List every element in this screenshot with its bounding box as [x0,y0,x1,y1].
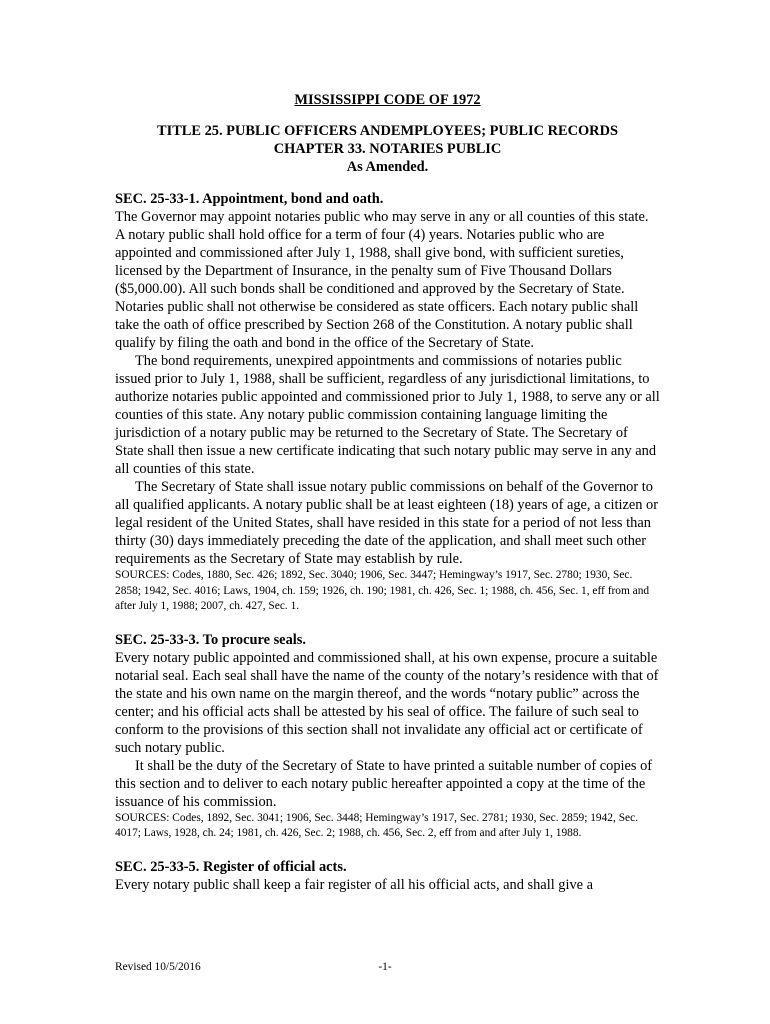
section-paragraph: The Governor may appoint notaries public who may serve in any or all counties of this state. A notary public shall hold office for a term of four (4) years. Notaries public who are appointed and commissioned after July 1, 1988, shall give bond, with sufficient sureties, licensed by the Department of Insurance, in the penalty sum of Five Thousand Dollars ($5,000.00). All such bonds shall be conditioned and approved by the Secretary of State. Notaries public shall not otherwise be considered as state officers. Each notary public shall take the oath of office prescribed by Section 268 of the Constitution. A notary public shall qualify by filing the oath and bond in the office of the Secretary of State. [115,209,649,351]
section-25-33-3 [115,631,660,842]
section-paragraph: It shall be the duty of the Secretary of State to have printed a suitable number of copies of this section and to deliver to each notary public hereafter appointed a copy at the time of the issuance of his commission. [115,757,653,810]
revised-date: Revised 10/5/2016 [115,961,201,973]
document-title: MISSISSIPPI CODE OF 1972 [294,92,481,108]
document-body [115,91,660,894]
section-25-33-5 [115,858,660,894]
amended-heading-line: As Amended. [346,159,429,175]
section-paragraph: Every notary public appointed and commissioned shall, at his own expense, procure a suitable notarial seal. Each seal shall have the name of the county of the notary’s residence with that of the state and his own name on the margin thereof, and the words “notary public” across the center; and his official acts shall be attested by his seal of office. The failure of such seal to conform to the provisions of this section shall not invalidate any official act or certificate of such notary public. [115,649,659,756]
section-paragraph: The bond requirements, unexpired appointments and commissions of notaries public issued prior to July 1, 1988, shall be sufficient, regardless of any jurisdictional limitations, to authorize notaries public appointed and commissioned prior to July 1, 1988, to serve any or all counties of this state. Any notary public commission containing language limiting the jurisdiction of a notary public may be returned to the Secretary of State. The Secretary of State shall then issue a new certificate indicating that such notary public may serve in any and all counties of this state. [115,353,660,477]
page-number: -1- [378,961,392,973]
section-paragraph: The Secretary of State shall issue notary public commissions on behalf of the Governor to all qualified applicants. A notary public shall be at least eighteen (18) years of age, a citizen or legal resident of the United States, shall have resided in this state for a period of not less than thirty (30) days immediately preceding the date of the application, and shall meet such other requirements as the Secretary of State may establish by rule. [115,479,659,567]
chapter-heading [115,122,660,176]
section-title: SEC. 25-33-5. Register of official acts. [115,858,347,875]
title-heading-line: TITLE 25. PUBLIC OFFICERS ANDEMPLOYEES; PUBLIC RECORDS [157,123,618,139]
section-title: SEC. 25-33-1. Appointment, bond and oath. [115,191,384,207]
section-title: SEC. 25-33-3. To procure seals. [115,631,306,648]
section-paragraph: Every notary public shall keep a fair register of all his official acts, and shall give a [115,876,594,893]
chapter-heading-line: CHAPTER 33. NOTARIES PUBLIC [273,141,502,157]
section-25-33-1 [115,190,660,615]
section-sources: SOURCES: Codes, 1892, Sec. 3041; 1906, Sec. 3448; Hemingway’s 1917, Sec. 2781; 1930, Sec. 2859; 1942, Sec. 4017; Laws, 1928, ch. 24; 1981, ch. 426, Sec. 2; 1988, ch. 456, Sec. 2, eff from and after July 1, 1988. [115,811,638,839]
section-sources: SOURCES: Codes, 1880, Sec. 426; 1892, Sec. 3040; 1906, Sec. 3447; Hemingway’s 1917, Sec. 2780; 1930, Sec. 2858; 1942, Sec. 4016; Laws, 1904, ch. 159; 1926, ch. 190; 1981, ch. 426, Sec. 1; 1988, ch. 456, Sec. 1, eff from and after July 1, 1988; 2007, ch. 427, Sec. 1. [115,569,650,612]
